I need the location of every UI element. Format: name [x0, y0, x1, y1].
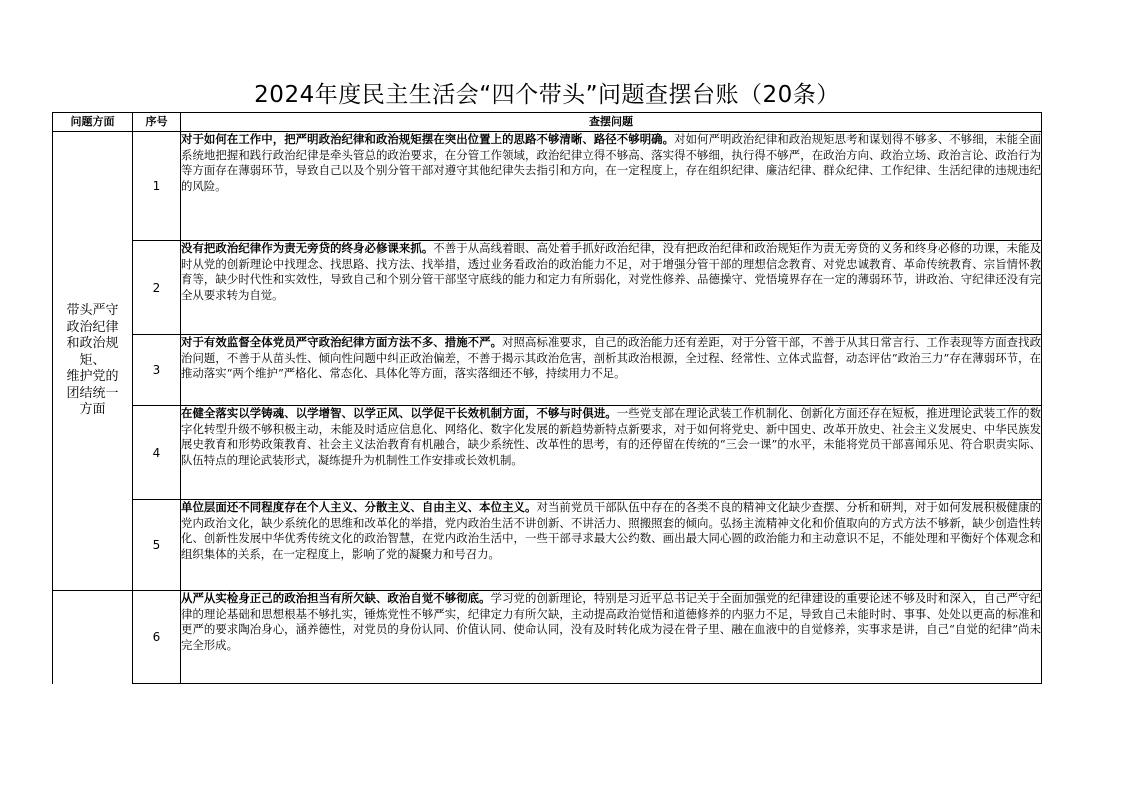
- aspect-cell: [53, 591, 133, 684]
- row-number: 3: [133, 335, 181, 406]
- row-number: 5: [133, 500, 181, 591]
- problem-heading: 对于如何在工作中，把严明政治纪律和政治规矩摆在突出位置上的思路不够清晰、路径不够明确。: [181, 132, 675, 146]
- header-aspect: 问题方面: [53, 113, 133, 132]
- problem-cell: [181, 591, 1042, 684]
- problem-heading: 单位层面还不同程度存在个人主义、分散主义、自由主义、本位主义。: [181, 500, 537, 514]
- problem-body: 一些党支部在理论武装工作机制化、创新化方面还存在短板，推进理论武装工作的数字化转型升级不够积极主动，未能及时适应信息化、网络化、数字化发展的新趋势新特点新要求，对于如何将党史、新中国史、改革开放史、社会主义发展史、中华民族发展史教育和形势政策教育、社会主义法治教育有机融合，缺少系统性、改革性的思考，有的还停留在传统的“三会一课”的水平，未能将党员干部喜闻乐见、符合职责实际、队伍特点的理论武装形式，凝练提升为机制性工作安排或长效机制。: [181, 406, 1041, 467]
- row-number: 4: [133, 406, 181, 500]
- header-problem: 查摆问题: [181, 113, 1042, 132]
- row-number: 2: [133, 241, 181, 335]
- problem-body: 对如何严明政治纪律和政治规矩思考和谋划得不够多、不够细，未能全面系统地把握和践行政治纪律是牵头管总的政治要求，在分管工作领域，政治纪律立得不够高、落实得不够细，执行得不够严，在政治方向、政治立场、政治言论、政治行为等方面存在薄弱环节，导致自己以及个别分管干部对遵守其他纪律失去指引和方向，在一定程度上，存在组织纪律、廉洁纪律、群众纪律、工作纪律、生活纪律的违规违纪的风险。: [181, 132, 1041, 193]
- table-row: [53, 132, 1042, 241]
- row-number: 1: [133, 132, 181, 241]
- problem-heading: 从严从实检身正己的政治担当有所欠缺、政治自觉不够彻底。: [181, 591, 491, 605]
- problem-heading: 在健全落实以学铸魂、以学增智、以学正风、以学促干长效机制方面，不够与时俱进。: [181, 406, 617, 420]
- problem-cell: [181, 132, 1042, 241]
- row-number: 6: [133, 591, 181, 684]
- table-row: [53, 500, 1042, 591]
- problem-cell: [181, 500, 1042, 591]
- problem-cell: [181, 406, 1042, 500]
- problem-body: 学习党的创新理论，特别是习近平总书记关于全面加强党的纪律建设的重要论述不够及时和深入，自己严守纪律的理论基础和思想根基不够扎实，锤炼党性不够严实，纪律定力有所欠缺，主动提高政治觉悟和道德修养的内驱力不足，导致自己未能时时、事事、处处以更高的标准和更严的要求陶冶身心，涵养德性，对党员的身份认同、价值认同、使命认同，没有及时转化成为浸在骨子里、融在血液中的自觉修养，实事求是讲，自己“自觉的纪律”尚未完全形成。: [181, 591, 1041, 652]
- problem-heading: 没有把政治纪律作为责无旁贷的终身必修课来抓。: [181, 241, 434, 255]
- problem-body: 对当前党员干部队伍中存在的各类不良的精神文化缺少查摆、分析和研判，对于如何发展积极健康的党内政治文化，缺少系统化的思维和改革化的举措，党内政治生活不讲创新、不讲活力、照搬照套的倾向。弘扬主流精神文化和价值取向的方式方法不够新，缺少创造性转化、创新性发展中华优秀传统文化的政治智慧，在党内政治生活中，一些干部寻求最大公约数、画出最大同心圆的政治能力和主动意识不足，不能处理和平衡好个体观念和组织集体的关系，在一定程度上，影响了党的凝聚力和号召力。: [181, 500, 1041, 561]
- problem-heading: 对于有效监督全体党员严守政治纪律方面方法不多、措施不严。: [181, 335, 503, 349]
- table-header-row: [53, 113, 1042, 132]
- problem-body: 不善于从高线着眼、高处着手抓好政治纪律，没有把政治纪律和政治规矩作为责无旁贷的义务和终身必修的功课，未能及时从党的创新理论中找理念、找思路、找方法、找举措，透过业务看政治的政治能力不足，对于增强分管干部的理想信念教育、对党忠诚教育、革命传统教育、宗旨情怀教育等，缺少时代性和实效性，导致自己和个别分管干部坚守底线的能力和定力有所弱化，对党性修养、品德操守、党悟境界存在一定的薄弱环节，讲政治、守纪律还没有完全从要求转为自觉。: [181, 241, 1041, 302]
- page-title: 2024年度民主生活会“四个带头”问题查摆台账（20条）: [254, 82, 840, 108]
- problem-cell: [181, 335, 1042, 406]
- problem-cell: [181, 241, 1042, 335]
- header-number: 序号: [133, 113, 181, 132]
- table-row: [53, 591, 1042, 684]
- problem-ledger-table: [52, 112, 1042, 684]
- table-row: [53, 241, 1042, 335]
- problem-body: 对照高标准要求，自己的政治能力还有差距，对于分管干部，不善于从其日常言行、工作表现等方面查找政治问题，不善于从苗头性、倾向性问题中纠正政治偏差，不善于揭示其政治危害，剖析其政治根源，全过程、经常性、立体式监督，动态评估“政治三力”存在薄弱环节，在推动落实“两个维护”严格化、常态化、具体化等方面，落实落细还不够，持续用力不足。: [181, 335, 1041, 380]
- table-row: [53, 335, 1042, 406]
- table-row: [53, 406, 1042, 500]
- aspect-cell: 带头严守 政治纪律 和政治规 矩、 维护党的 团结统一 方面: [53, 132, 133, 591]
